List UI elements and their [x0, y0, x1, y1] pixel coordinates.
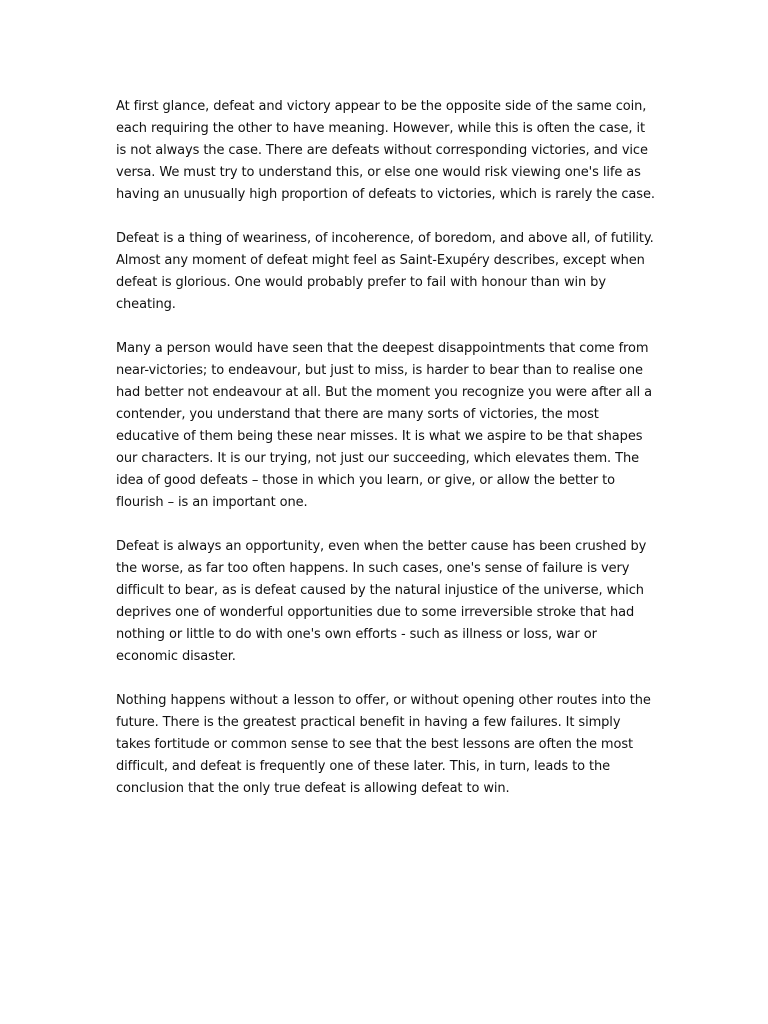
- paragraph-3: Many a person would have seen that the deepest disappointments that come from near-victories; to endeavour, but just to miss, is harder to bear than to realise one had better not endeavour at all. But the moment you recognize you were after all a contender, you understand that there are many sorts of victories, the most educative of them being these near misses. It is what we aspire to be that shapes our characters. It is our trying, not just our succeeding, which elevates them. The idea of good defeats – those in which you learn, or give, or allow the better to flourish – is an important one.: [116, 341, 653, 510]
- paragraph-5: Nothing happens without a lesson to offer, or without opening other routes into the future. There is the greatest practical benefit in having a few failures. It simply takes fortitude or common sense to see that the best lessons are often the most difficult, and defeat is frequently one of these later. This, in turn, leads to the conclusion that the only true defeat is allowing defeat to win.: [116, 693, 651, 796]
- document-body: [116, 96, 656, 822]
- paragraph-1: At first glance, defeat and victory appear to be the opposite side of the same coin, each requiring the other to have meaning. However, while this is often the case, it is not always the case. There are defeats without corresponding victories, and vice versa. We must try to understand this, or else one would risk viewing one's life as having an unusually high proportion of defeats to victories, which is rarely the case.: [116, 99, 655, 202]
- paragraph-4: Defeat is always an opportunity, even when the better cause has been crushed by the worse, as far too often happens. In such cases, one's sense of failure is very difficult to bear, as is defeat caused by the natural injustice of the universe, which deprives one of wonderful opportunities due to some irreversible stroke that had nothing or little to do with one's own efforts - such as illness or loss, war or economic disaster.: [116, 539, 647, 664]
- paragraph-2: Defeat is a thing of weariness, of incoherence, of boredom, and above all, of futility. Almost any moment of defeat might feel as Saint-Exupéry describes, except when defeat is glorious. One would probably prefer to fail with honour than win by cheating.: [116, 231, 654, 312]
